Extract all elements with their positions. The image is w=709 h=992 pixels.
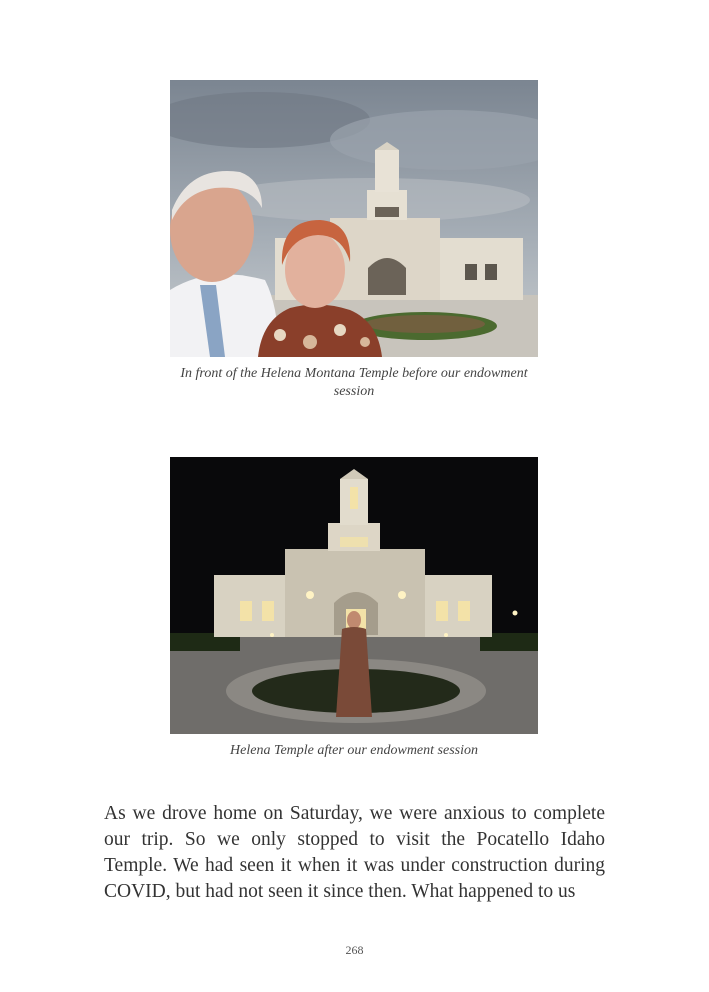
figure-caption: Helena Temple after our endowment session: [230, 743, 478, 758]
page-number: 268: [345, 943, 364, 957]
body-paragraph: As we drove home on Saturday, we were anxious to complete our trip. So we only stopped to visit the Pocatello Idaho Temple. We had seen it when it was under construction during COVID, but had not seen it since then. What happened to us: [104, 803, 605, 902]
figure-caption: In front of the Helena Montana Temple before our endowment session: [180, 366, 528, 399]
temple-night-photo: [170, 457, 538, 734]
temple-day-photo: [170, 80, 538, 357]
